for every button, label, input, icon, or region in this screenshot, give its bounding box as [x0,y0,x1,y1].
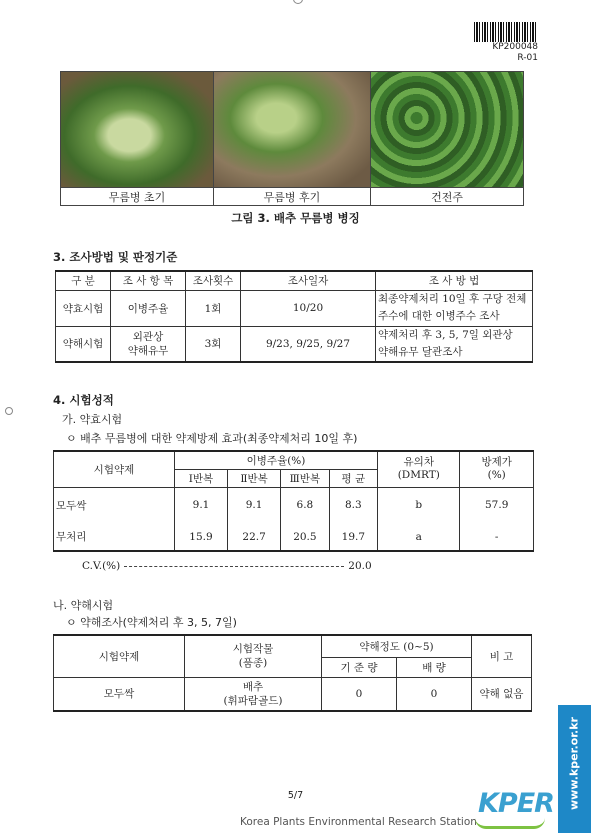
cell-crop [185,677,322,711]
method-line: 약해유무 달관조사 [378,345,463,358]
page-number: 5/7 [287,790,304,801]
kper-logo: KPER [478,788,554,819]
col-significance [378,451,460,487]
subsection-efficacy: 가. 약효시험 [62,413,123,426]
cell-item: 이병주율 [111,290,186,326]
col-crop [185,635,322,677]
website-tab [558,705,591,833]
cell-item [111,326,186,362]
cell-significance: b [378,487,460,523]
cell-rep2: 9.1 [228,487,281,523]
header-method: 조 사 방 법 [376,271,533,290]
cell-control-value: - [460,523,534,551]
doc-code [478,42,538,64]
crop-line: 배추 [242,680,264,693]
section4-heading: 4. 시험성적 [53,393,114,407]
table-row [54,677,532,711]
cv-label: C.V.(%) [82,560,121,572]
cv-line [82,560,372,572]
doc-number: KP200048 [492,42,538,52]
website-url: www.kper.or.kr [567,717,581,810]
cell-agent: 모두싹 [54,487,175,523]
efficacy-note: ㅇ 배추 무름병에 대한 약제방제 효과(최종약제처리 10일 후) [66,432,358,445]
col-agent: 시험약제 [54,451,175,487]
cell-method [376,290,533,326]
caption-healthy: 건전주 [371,188,524,206]
col-standard-dose: 기 준 량 [322,657,397,677]
col-degree: 약해정도 (0~5) [322,635,472,657]
binding-hole [293,0,303,4]
phytotoxicity-table [53,634,532,712]
cell-type: 약효시험 [56,290,111,326]
col-rep1: Ⅰ반복 [174,469,227,487]
cell-standard-dose: 0 [322,677,397,711]
binding-hole [5,407,13,415]
table-row [54,487,534,523]
cell-average: 19.7 [329,523,377,551]
cell-agent: 무처리 [54,523,175,551]
cell-rep1: 15.9 [174,523,227,551]
caption-late: 무름병 후기 [213,188,370,206]
cell-date: 9/23, 9/25, 9/27 [241,326,376,362]
col-infection-rate: 이병주율(%) [174,451,377,469]
cell-rep3: 20.5 [281,523,329,551]
method-line: 주수에 대한 이병주수 조사 [378,310,500,322]
header-line: (품종) [238,657,268,670]
photo-late-soft-rot [214,72,370,187]
col-average: 평 균 [329,469,377,487]
figure-title: 그림 3. 배추 무름병 병징 [231,211,360,225]
figure-photos [60,71,524,206]
table-row [54,523,534,551]
header-type: 구 분 [56,271,111,290]
cell-agent: 모두싹 [54,677,185,711]
cell-rep2: 22.7 [228,523,281,551]
table-row [56,290,533,326]
header-count: 조사횟수 [186,271,241,290]
section3-heading: 3. 조사방법 및 판정기준 [53,250,178,264]
header-line: 유의차 [403,456,434,469]
organization-name: Korea Plants Environmental Research Station [240,816,477,828]
cell-double-dose: 0 [397,677,472,711]
method-line: 최종약제처리 10일 후 구당 전체 [378,293,527,305]
col-agent: 시험약제 [54,635,185,677]
cell-date: 10/20 [241,290,376,326]
photo-early-soft-rot [61,72,213,187]
cell-rep3: 6.8 [281,487,329,523]
cell-average: 8.3 [329,487,377,523]
col-double-dose: 배 량 [397,657,472,677]
item-line: 약해유무 [127,344,169,357]
cell-rep1: 9.1 [174,487,227,523]
cell-note: 약해 없음 [472,677,532,711]
cell-method [376,326,533,362]
doc-revision: R-01 [517,53,538,63]
phytotoxicity-note: ㅇ 약해조사(약제처리 후 3, 5, 7일) [66,616,237,629]
table-row [56,326,533,362]
cell-significance: a [378,523,460,551]
method-table [55,270,533,363]
cell-type: 약해시험 [56,326,111,362]
header-date: 조사일자 [241,271,376,290]
col-control-value [460,451,534,487]
logo-swoosh-icon [475,818,545,829]
method-line: 약제처리 후 3, 5, 7일 외관상 [378,328,513,341]
header-line: 시험작물 [232,643,274,656]
barcode [474,22,536,42]
efficacy-table [53,450,534,552]
header-line: (DMRT) [397,469,440,482]
cell-control-value: 57.9 [460,487,534,523]
header-item: 조 사 항 목 [111,271,186,290]
cv-leader [124,566,344,567]
header-line: (%) [487,469,506,482]
cv-value: 20.0 [348,560,372,572]
caption-early: 무름병 초기 [61,188,214,206]
header-line: 방제가 [481,456,512,469]
cell-count: 3회 [186,326,241,362]
col-rep3: Ⅲ반복 [281,469,329,487]
item-line: 외관상 [132,330,164,343]
subsection-phytotoxicity: 나. 약해시험 [53,599,114,612]
col-rep2: Ⅱ반복 [228,469,281,487]
crop-line: (휘파람골드) [223,694,283,707]
col-note: 비 고 [472,635,532,677]
cell-count: 1회 [186,290,241,326]
photo-healthy-plant [371,72,523,187]
